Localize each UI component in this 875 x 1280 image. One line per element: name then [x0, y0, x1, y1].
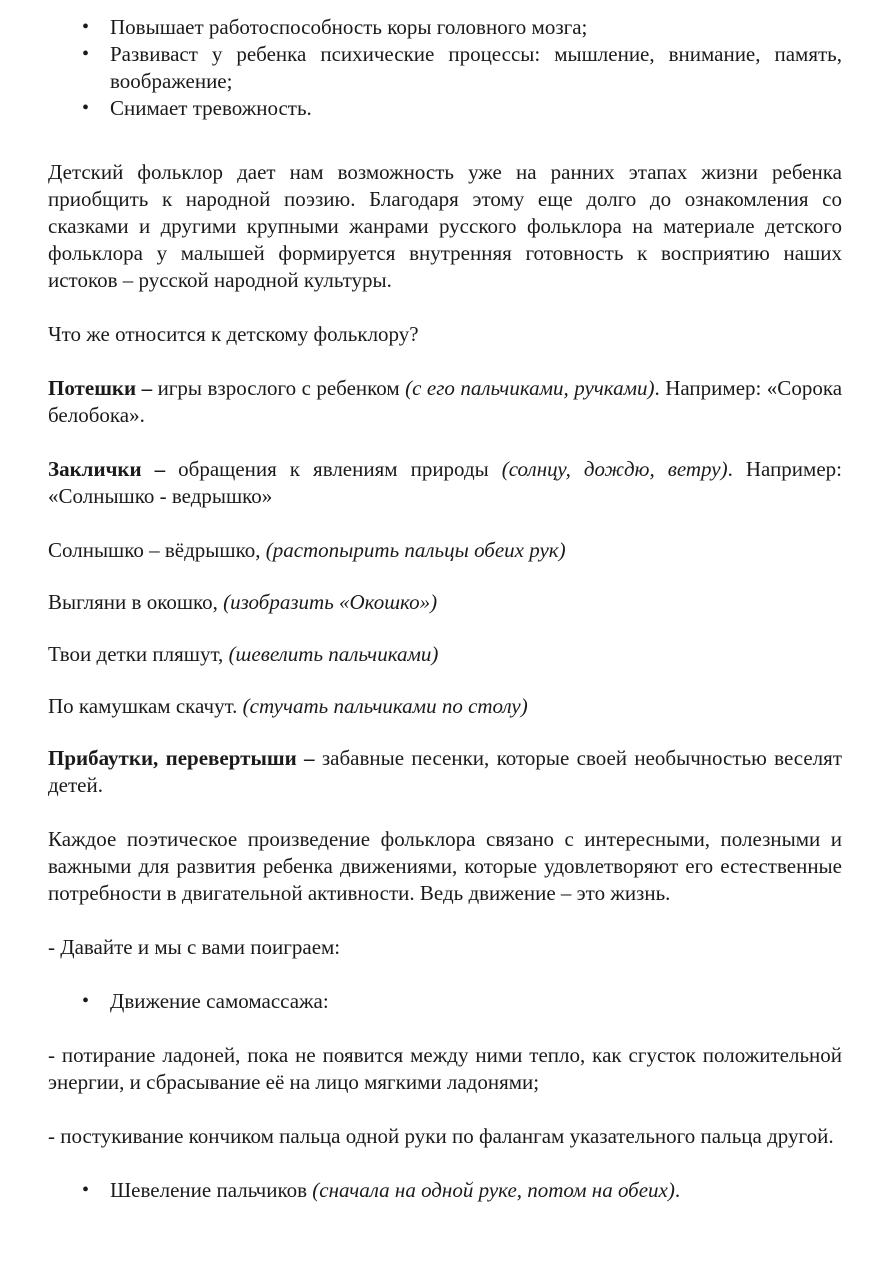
- lets-play-line: - Давайте и мы с вами поиграем:: [48, 935, 341, 959]
- zaklichki-example: Например: «Солнышко - ведрышко»: [48, 457, 842, 508]
- question-line: Что же относится к детскому фольклору?: [48, 322, 419, 346]
- fingers-bullet-note: (сначала на одной руке, потом на обеих): [312, 1178, 675, 1202]
- poteshki-term: Потешки: [48, 376, 137, 400]
- pribautki-definition: [48, 745, 842, 799]
- intro-bullet-list: [48, 14, 842, 122]
- fingers-bullet-end: .: [674, 1178, 681, 1202]
- intro-bullet-2: • Развиваст у ребенка психические процессы: мышление, внимание, память, воображение;: [48, 41, 842, 95]
- poem-line-2-text: Выгляни в окошко,: [48, 590, 224, 614]
- poem-line-3-note: (шевелить пальчиками): [228, 642, 439, 666]
- intro-bullet-1: • Повышает работоспособность коры головного мозга;: [48, 14, 842, 41]
- zaklichki-term: Заклички: [48, 457, 142, 481]
- zaklichki-dash: –: [141, 457, 179, 481]
- intro-bullet-3: • Снимает тревожность.: [48, 95, 842, 122]
- poteshki-definition: [48, 375, 842, 429]
- poem-line-1-note: (растопырить пальцы обеих рук): [265, 538, 566, 562]
- poem-line-4-note: (стучать пальчиками по столу): [242, 694, 528, 718]
- poteshki-example: Например: «Сорока белобока».: [48, 376, 843, 427]
- document-page: [48, 0, 842, 1204]
- massage-step-2: - постукивание кончиком пальца одной руки по фалангам указательного пальца другой.: [48, 1124, 834, 1148]
- pribautki-term: Прибаутки, перевертыши: [48, 746, 297, 770]
- massage-step-1: - потирание ладоней, пока не появится между ними тепло, как сгусток положительной энергии, и сбрасывание её на лицо мягкими ладонями;: [48, 1043, 842, 1094]
- fingers-bullet-text: Шевеление пальчиков: [110, 1178, 313, 1202]
- paragraph-movement: Каждое поэтическое произведение фольклора связано с интересными, полезными и важными для развития ребенка движениями, которые удовлетворяют его естественные потребности в двигательной активности. Ведь движение – это жизнь.: [48, 827, 842, 905]
- poem-line-3: [48, 641, 842, 668]
- fingers-bullet-list: [48, 1177, 842, 1204]
- poem-line-4-text: По камушкам скачут.: [48, 694, 243, 718]
- zaklichki-definition: [48, 456, 842, 510]
- paragraph-folklore: Детский фольклор дает нам возможность уже на ранних этапах жизни ребенка приобщить к народной поэзию. Благодаря этому еще долго до ознакомления со сказками и другими крупными жанрами русского фольклора на материале детского фольклора у малышей формируется внутренняя готовность к восприятию наших истоков – русской народной культуры.: [48, 160, 842, 292]
- pribautki-dash: –: [296, 746, 322, 770]
- poem-line-4: [48, 693, 842, 720]
- poem-line-1-text: Солнышко – вёдрышко,: [48, 538, 266, 562]
- zaklichki-note: (солнцу, дождю, ветру): [501, 457, 728, 481]
- poem-line-1: [48, 537, 842, 564]
- poteshki-text: игры взрослого с ребенком: [157, 376, 406, 400]
- massage-bullet-list: [48, 988, 842, 1015]
- zaklichki-text: обращения к явлениям природы: [178, 457, 502, 481]
- poem-line-3-text: Твои детки пляшут,: [48, 642, 229, 666]
- massage-bullet: • Движение самомассажа:: [48, 988, 842, 1015]
- zaklichki-end: .: [727, 457, 733, 481]
- poteshki-dash: –: [136, 376, 158, 400]
- pribautki-text: забавные песенки, которые своей необычностью веселят детей.: [48, 746, 842, 797]
- poem-line-2-note: (изобразить «Окошко»): [223, 590, 438, 614]
- poteshki-note: (с его пальчиками, ручками): [405, 376, 655, 400]
- poteshki-end: .: [654, 376, 660, 400]
- poem-line-2: [48, 589, 842, 616]
- fingers-bullet: [48, 1177, 842, 1204]
